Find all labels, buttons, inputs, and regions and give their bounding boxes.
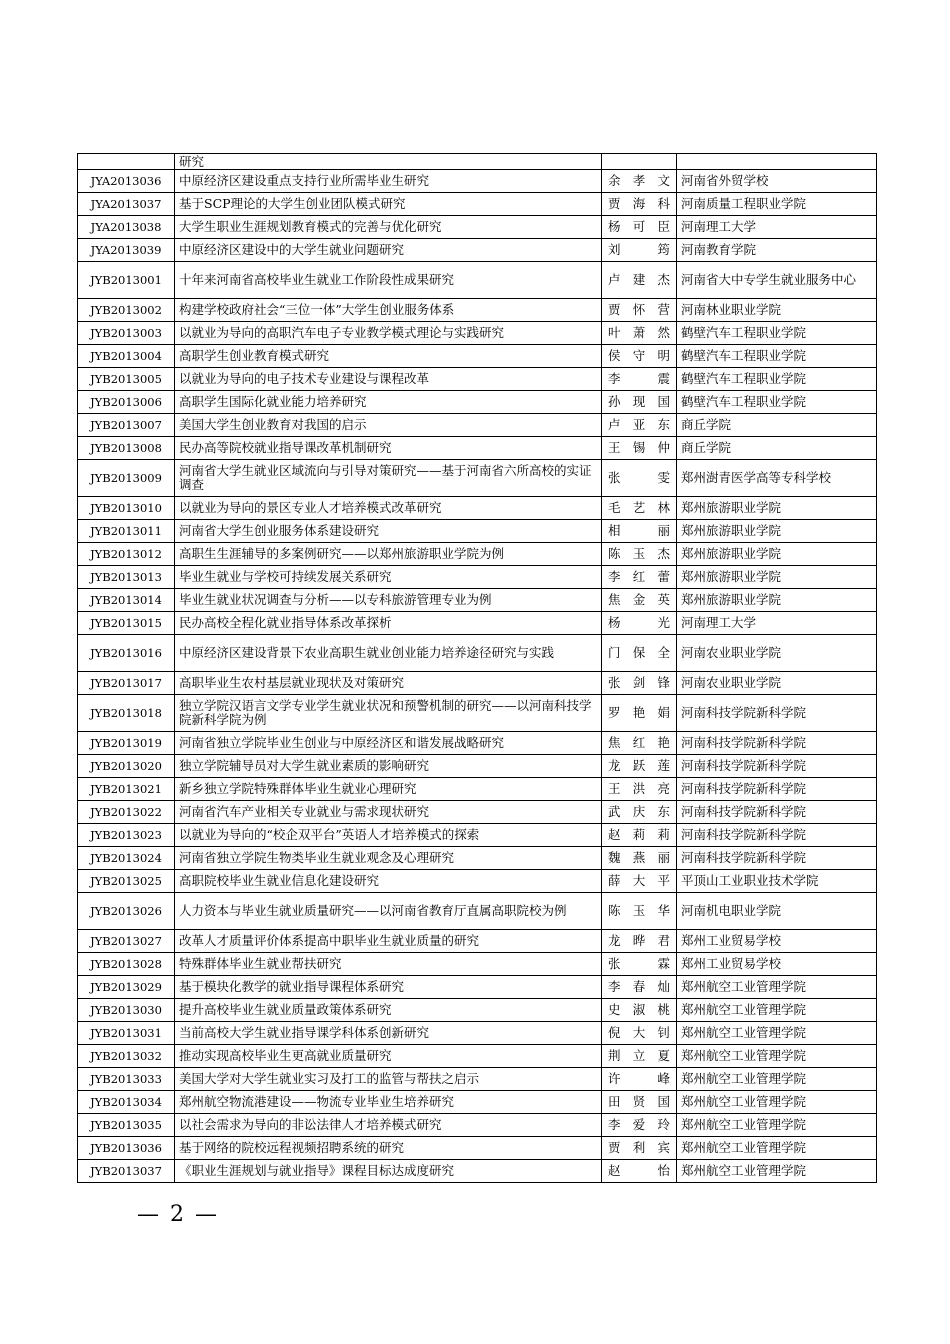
title-cell: 高职院校毕业生就业信息化建设研究 [175,870,602,893]
title-cell: 高职学生创业教育模式研究 [175,345,602,368]
code-cell: JYB2013032 [78,1045,175,1068]
person-cell: 卢建杰 [602,262,677,299]
code-cell: JYB2013014 [78,589,175,612]
table-row [78,497,877,520]
code-cell: JYB2013012 [78,543,175,566]
person-cell: 薛大平 [602,870,677,893]
code-cell: JYB2013020 [78,755,175,778]
table-row [78,801,877,824]
code-cell: JYB2013021 [78,778,175,801]
person-cell: 陈玉华 [602,893,677,930]
table-row [78,635,877,672]
person-cell: 张 雯 [602,460,677,497]
title-cell: 特殊群体毕业生就业帮扶研究 [175,953,602,976]
org-cell: 郑州航空工业管理学院 [677,999,877,1022]
title-cell: 毕业生就业状况调查与分析——以专科旅游管理专业为例 [175,589,602,612]
title-cell: 中原经济区建设重点支持行业所需毕业生研究 [175,170,602,193]
org-cell: 河南省大中专学生就业服务中心 [677,262,877,299]
org-cell: 商丘学院 [677,437,877,460]
table-row [78,299,877,322]
org-cell: 鹤壁汽车工程职业学院 [677,391,877,414]
org-cell: 郑州航空工业管理学院 [677,1045,877,1068]
person-cell: 刘 筠 [602,239,677,262]
title-cell: 河南省独立学院生物类毕业生就业观念及心理研究 [175,847,602,870]
title-cell: 基于网络的院校远程视频招聘系统的研究 [175,1137,602,1160]
title-cell: 提升高校毕业生就业质量政策体系研究 [175,999,602,1022]
org-cell: 郑州工业贸易学校 [677,953,877,976]
org-cell: 郑州旅游职业学院 [677,497,877,520]
title-cell: 大学生职业生涯规划教育模式的完善与优化研究 [175,216,602,239]
code-cell: JYB2013010 [78,497,175,520]
person-cell: 卢亚东 [602,414,677,437]
title-cell: 独立学院汉语言文学专业学生就业状况和预警机制的研究——以河南科技学院新科学院为例 [175,695,602,732]
table-row [78,732,877,755]
table-row [78,695,877,732]
title-cell: 毕业生就业与学校可持续发展关系研究 [175,566,602,589]
code-cell: JYB2013004 [78,345,175,368]
person-cell [602,154,677,170]
title-cell: 郑州航空物流港建设——物流专业毕业生培养研究 [175,1091,602,1114]
code-cell: JYB2013017 [78,672,175,695]
person-cell: 杨 光 [602,612,677,635]
person-cell: 赵莉莉 [602,824,677,847]
code-cell: JYB2013030 [78,999,175,1022]
code-cell: JYB2013035 [78,1114,175,1137]
table-row [78,755,877,778]
table-row [78,953,877,976]
person-cell: 相 丽 [602,520,677,543]
person-cell: 张剑锋 [602,672,677,695]
title-cell: 美国大学对大学生就业实习及打工的监管与帮扶之启示 [175,1068,602,1091]
table-row [78,1160,877,1183]
title-cell: 独立学院辅导员对大学生就业素质的影响研究 [175,755,602,778]
table-row [78,460,877,497]
org-cell: 河南科技学院新科学院 [677,695,877,732]
table-row [78,262,877,299]
org-cell: 河南科技学院新科学院 [677,801,877,824]
code-cell: JYB2013034 [78,1091,175,1114]
table-row [78,999,877,1022]
code-cell: JYA2013039 [78,239,175,262]
org-cell: 河南农业职业学院 [677,672,877,695]
table-row [78,543,877,566]
title-cell: 人力资本与毕业生就业质量研究——以河南省教育厅直属高职院校为例 [175,893,602,930]
page-number: — 2 — [137,1202,219,1227]
person-cell: 罗艳娟 [602,695,677,732]
title-cell: 河南省大学生创业服务体系建设研究 [175,520,602,543]
title-cell: 高职学生国际化就业能力培养研究 [175,391,602,414]
code-cell: JYB2013026 [78,893,175,930]
table-row [78,239,877,262]
code-cell: JYB2013037 [78,1160,175,1183]
person-cell: 焦金英 [602,589,677,612]
project-table-body [78,154,877,1183]
org-cell: 河南理工大学 [677,216,877,239]
person-cell: 王锡仲 [602,437,677,460]
code-cell: JYB2013016 [78,635,175,672]
table-row [78,1091,877,1114]
person-cell: 许 峰 [602,1068,677,1091]
org-cell: 郑州航空工业管理学院 [677,1137,877,1160]
title-cell: 十年来河南省高校毕业生就业工作阶段性成果研究 [175,262,602,299]
table-row [78,345,877,368]
title-cell: 以社会需求为导向的非讼法律人才培养模式研究 [175,1114,602,1137]
person-cell: 贾海科 [602,193,677,216]
title-cell: 高职毕业生农村基层就业现状及对策研究 [175,672,602,695]
org-cell: 平顶山工业职业技术学院 [677,870,877,893]
person-cell: 李春灿 [602,976,677,999]
table-row [78,930,877,953]
table-row [78,216,877,239]
org-cell: 河南教育学院 [677,239,877,262]
code-cell: JYA2013037 [78,193,175,216]
org-cell: 郑州航空工业管理学院 [677,1091,877,1114]
title-cell: 以就业为导向的景区专业人才培养模式改革研究 [175,497,602,520]
org-cell: 商丘学院 [677,414,877,437]
org-cell: 郑州航空工业管理学院 [677,1068,877,1091]
title-cell: 民办高等院校就业指导课改革机制研究 [175,437,602,460]
title-cell: 基于SCP理论的大学生创业团队模式研究 [175,193,602,216]
org-cell: 郑州旅游职业学院 [677,543,877,566]
person-cell: 杨可臣 [602,216,677,239]
title-cell: 高职生生涯辅导的多案例研究——以郑州旅游职业学院为例 [175,543,602,566]
title-cell: 民办高校全程化就业指导体系改革探析 [175,612,602,635]
org-cell: 河南理工大学 [677,612,877,635]
title-cell: 中原经济区建设中的大学生就业问题研究 [175,239,602,262]
code-cell: JYA2013038 [78,216,175,239]
code-cell: JYB2013006 [78,391,175,414]
org-cell: 河南农业职业学院 [677,635,877,672]
table-row [78,170,877,193]
code-cell: JYB2013029 [78,976,175,999]
org-cell: 郑州航空工业管理学院 [677,1160,877,1183]
person-cell: 荆立夏 [602,1045,677,1068]
table-row [78,322,877,345]
title-cell: 以就业为导向的高职汽车电子专业教学模式理论与实践研究 [175,322,602,345]
org-cell: 河南科技学院新科学院 [677,732,877,755]
person-cell: 侯守明 [602,345,677,368]
person-cell: 余孝文 [602,170,677,193]
code-cell: JYB2013007 [78,414,175,437]
title-cell: 河南省独立学院毕业生创业与中原经济区和谐发展战略研究 [175,732,602,755]
table-row [78,1114,877,1137]
code-cell: JYA2013036 [78,170,175,193]
project-table [77,153,877,1183]
table-row [78,1068,877,1091]
org-cell: 河南机电职业学院 [677,893,877,930]
code-cell: JYB2013025 [78,870,175,893]
title-cell: 河南省汽车产业相关专业就业与需求现状研究 [175,801,602,824]
code-cell: JYB2013036 [78,1137,175,1160]
code-cell [78,154,175,170]
code-cell: JYB2013023 [78,824,175,847]
org-cell: 河南科技学院新科学院 [677,847,877,870]
org-cell: 郑州旅游职业学院 [677,520,877,543]
code-cell: JYB2013018 [78,695,175,732]
person-cell: 魏燕丽 [602,847,677,870]
title-cell: 中原经济区建设背景下农业高职生就业创业能力培养途径研究与实践 [175,635,602,672]
person-cell: 孙现国 [602,391,677,414]
code-cell: JYB2013031 [78,1022,175,1045]
person-cell: 龙跃莲 [602,755,677,778]
title-cell: 推动实现高校毕业生更高就业质量研究 [175,1045,602,1068]
person-cell: 史淑桃 [602,999,677,1022]
table-row [78,824,877,847]
table-row [78,1137,877,1160]
table-row [78,368,877,391]
org-cell [677,154,877,170]
title-cell: 当前高校大学生就业指导课学科体系创新研究 [175,1022,602,1045]
person-cell: 武庆东 [602,801,677,824]
person-cell: 田贤国 [602,1091,677,1114]
org-cell: 鹤壁汽车工程职业学院 [677,345,877,368]
table-row [78,391,877,414]
org-cell: 河南质量工程职业学院 [677,193,877,216]
code-cell: JYB2013011 [78,520,175,543]
org-cell: 河南林业职业学院 [677,299,877,322]
table-row [78,1022,877,1045]
person-cell: 贾怀营 [602,299,677,322]
table-row [78,437,877,460]
org-cell: 郑州航空工业管理学院 [677,976,877,999]
table-row [78,847,877,870]
person-cell: 焦红艳 [602,732,677,755]
org-cell: 郑州旅游职业学院 [677,566,877,589]
org-cell: 河南科技学院新科学院 [677,824,877,847]
table-row [78,414,877,437]
person-cell: 王洪亮 [602,778,677,801]
title-cell: 美国大学生创业教育对我国的启示 [175,414,602,437]
code-cell: JYB2013001 [78,262,175,299]
person-cell: 张 霖 [602,953,677,976]
person-cell: 陈玉杰 [602,543,677,566]
code-cell: JYB2013033 [78,1068,175,1091]
code-cell: JYB2013003 [78,322,175,345]
title-cell: 《职业生涯规划与就业指导》课程目标达成度研究 [175,1160,602,1183]
title-cell: 新乡独立学院特殊群体毕业生就业心理研究 [175,778,602,801]
person-cell: 李 震 [602,368,677,391]
org-cell: 郑州航空工业管理学院 [677,1114,877,1137]
table-row [78,870,877,893]
title-cell: 构建学校政府社会“三位一体”大学生创业服务体系 [175,299,602,322]
table-row [78,893,877,930]
person-cell: 赵 怡 [602,1160,677,1183]
org-cell: 河南省外贸学校 [677,170,877,193]
code-cell: JYB2013024 [78,847,175,870]
table-row [78,976,877,999]
table-row [78,672,877,695]
table-row [78,520,877,543]
title-cell: 以就业为导向的“校企双平台”英语人才培养模式的探索 [175,824,602,847]
table-row [78,1045,877,1068]
org-cell: 郑州澍青医学高等专科学校 [677,460,877,497]
org-cell: 郑州旅游职业学院 [677,589,877,612]
person-cell: 贾利宾 [602,1137,677,1160]
code-cell: JYB2013005 [78,368,175,391]
org-cell: 河南科技学院新科学院 [677,755,877,778]
title-cell: 研究 [175,154,602,170]
table-row [78,612,877,635]
org-cell: 郑州航空工业管理学院 [677,1022,877,1045]
title-cell: 基于模块化教学的就业指导课程体系研究 [175,976,602,999]
title-cell: 以就业为导向的电子技术专业建设与课程改革 [175,368,602,391]
person-cell: 毛艺林 [602,497,677,520]
code-cell: JYB2013027 [78,930,175,953]
code-cell: JYB2013015 [78,612,175,635]
org-cell: 郑州工业贸易学校 [677,930,877,953]
person-cell: 李红蕾 [602,566,677,589]
org-cell: 鹤壁汽车工程职业学院 [677,322,877,345]
code-cell: JYB2013028 [78,953,175,976]
person-cell: 倪大钊 [602,1022,677,1045]
org-cell: 鹤壁汽车工程职业学院 [677,368,877,391]
table-row [78,589,877,612]
person-cell: 叶萧然 [602,322,677,345]
title-cell: 改革人才质量评价体系提高中职毕业生就业质量的研究 [175,930,602,953]
code-cell: JYB2013009 [78,460,175,497]
table-row [78,778,877,801]
code-cell: JYB2013022 [78,801,175,824]
person-cell: 李爱玲 [602,1114,677,1137]
code-cell: JYB2013019 [78,732,175,755]
table-row [78,193,877,216]
org-cell: 河南科技学院新科学院 [677,778,877,801]
person-cell: 龙晔君 [602,930,677,953]
code-cell: JYB2013013 [78,566,175,589]
table-row [78,566,877,589]
code-cell: JYB2013008 [78,437,175,460]
person-cell: 门保全 [602,635,677,672]
title-cell: 河南省大学生就业区域流向与引导对策研究——基于河南省六所高校的实证调查 [175,460,602,497]
table-row [78,154,877,170]
code-cell: JYB2013002 [78,299,175,322]
